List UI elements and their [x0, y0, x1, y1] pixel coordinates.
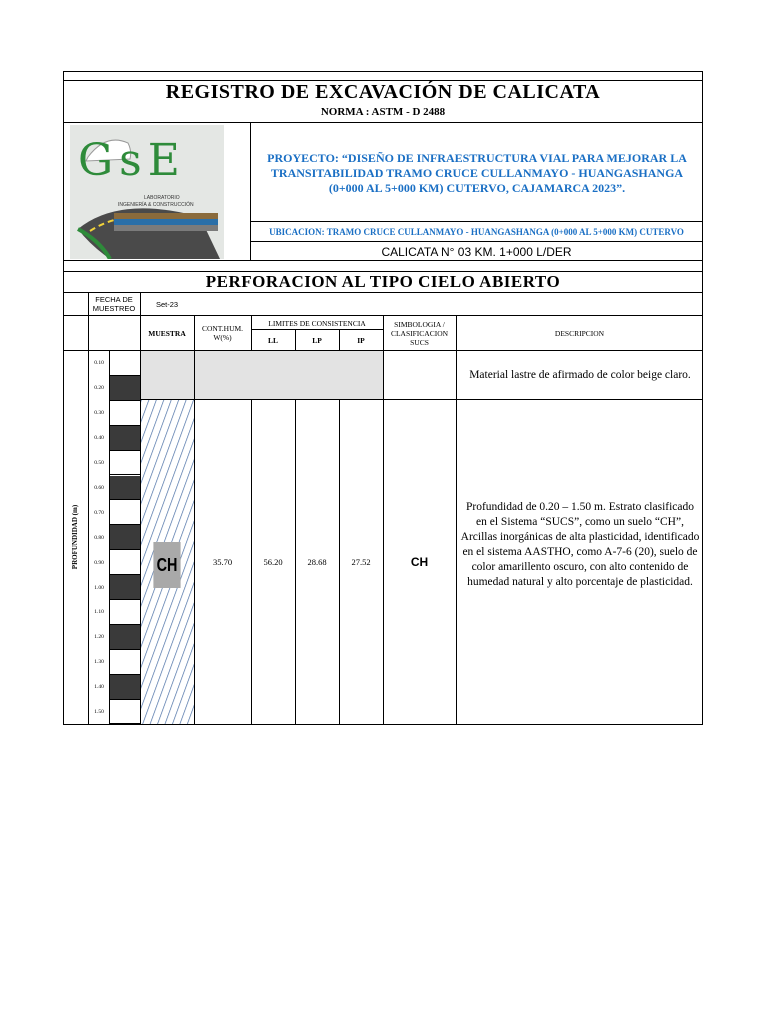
depth-label: 0.30: [94, 410, 104, 417]
depth-block: [110, 625, 140, 650]
company-logo: [70, 125, 224, 259]
spacer-row: [63, 261, 703, 272]
col-simbologia: SIMBOLOGIA / CLASIFICACION SUCS: [390, 319, 449, 347]
depth-label: 0.20: [94, 385, 104, 392]
fecha-label: FECHA DE MUESTREO: [92, 295, 136, 313]
title-divider: [63, 122, 703, 123]
depth-label: 0.10: [94, 360, 104, 367]
norma-label: NORMA : ASTM - D 2488: [320, 106, 446, 118]
depth-block: [110, 650, 140, 675]
col-lp: LP: [312, 335, 322, 345]
depth-block: [110, 401, 140, 426]
depth-block: [110, 525, 140, 550]
depth-block: [110, 500, 140, 525]
logo-line-1: LABORATORIO: [144, 195, 180, 201]
depth-label: 1.00: [94, 584, 104, 591]
ll-value: 56.20: [263, 557, 283, 567]
report-title: REGISTRO DE EXCAVACIÓN DE CALICATA: [165, 80, 601, 103]
fecha-value: Set-23: [155, 299, 179, 309]
calicata-label: CALICATA N° 03 KM. 1+000 L/DER: [381, 244, 572, 259]
ip-value: 27.52: [351, 557, 371, 567]
layer-2-descripcion: Profundidad de 0.20 – 1.50 m. Estrato clasificado en el Sistema “SUCS”, como un suelo “CH”, Arcillas inorgánicas de alta plasticidad, identificado en el sistema AASTHO, como A-7-6 (20), suelo de color amarillento oscuro, con alto contenido de humedad natural y alto porcentaje de plasticidad.: [460, 501, 700, 588]
project-title: PROYECTO: “DISEÑO DE INFRAESTRUCTURA VIAL PARA MEJORAR LA TRANSITABILIDAD TRAMO CRUCE CULLANMAYO - HUANGASHANGA (0+000 AL 5+000 KM) CUTERVO, CAJAMARCA 2023”.: [267, 150, 687, 195]
depth-block: [110, 675, 140, 700]
depth-block: [110, 351, 140, 376]
layer-divider: [140, 399, 703, 400]
ubicacion-label: UBICACION: TRAMO CRUCE CULLANMAYO - HUANGASHANGA (0+000 AL 5+000 KM) CUTERVO: [269, 226, 684, 237]
cont-hum-value: 35.70: [212, 557, 233, 567]
depth-label: 1.40: [94, 684, 104, 691]
col-limites: LIMITES DE CONSISTENCIA: [268, 318, 366, 328]
sucs-value: CH: [410, 555, 429, 569]
depth-block: [110, 376, 140, 401]
layer-1-fill: [141, 351, 383, 399]
top-strip: [63, 71, 703, 81]
vline-383: [383, 316, 384, 725]
depth-label: 1.30: [94, 659, 104, 666]
depth-label: 0.70: [94, 509, 104, 516]
depth-label: 0.80: [94, 534, 104, 541]
col-muestra: MUESTRA: [148, 328, 186, 338]
depth-label: 0.40: [94, 435, 104, 442]
logo-line-2: INGENIERÍA & CONSTRUCCIÓN: [118, 202, 194, 208]
col-ll: LL: [267, 335, 278, 345]
depth-label: 1.10: [94, 609, 104, 616]
depth-label: 0.50: [94, 460, 104, 467]
col-descripcion: DESCRIPCION: [554, 328, 605, 338]
depth-block: [110, 476, 140, 501]
col-cont-hum: CONT.HUM. W(%): [201, 324, 244, 342]
depth-block: [110, 700, 140, 725]
depth-label: 1.20: [94, 634, 104, 641]
col-ip: IP: [357, 335, 365, 345]
depth-axis-label: PROFUNDIDAD (m): [71, 504, 79, 570]
layer1-vline-194: [194, 351, 195, 399]
depth-label: 0.90: [94, 559, 104, 566]
depth-block: [110, 600, 140, 625]
vline-456: [456, 316, 457, 725]
depth-block: [110, 426, 140, 451]
section-title: PERFORACION AL TIPO CIELO ABIERTO: [205, 272, 561, 291]
depth-block: [110, 575, 140, 600]
lp-value: 28.68: [307, 557, 327, 567]
depth-label: 0.60: [94, 484, 104, 491]
depth-block: [110, 550, 140, 575]
layer-1-descripcion: Material lastre de afirmado de color beige claro.: [469, 368, 691, 381]
depth-label: 1.50: [94, 709, 104, 716]
depth-block: [110, 451, 140, 476]
logo-letters: GsE: [78, 135, 186, 186]
sample-label: CH: [153, 542, 180, 588]
